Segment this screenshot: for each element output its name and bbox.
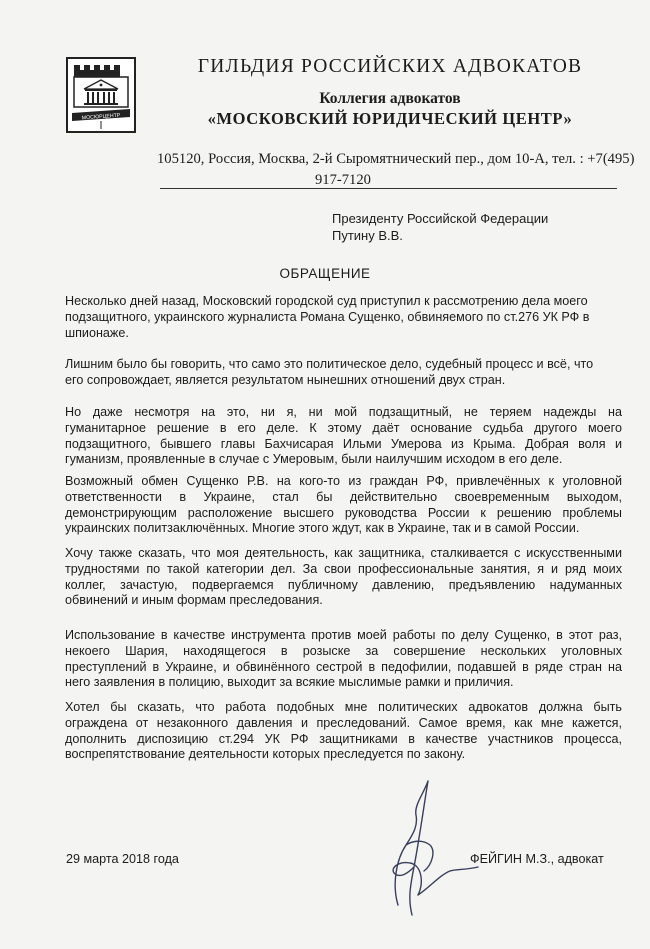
paragraph bbox=[65, 357, 622, 389]
paragraph-line: Несколько дней назад, Московский городской суд приступил к рассмотрению дела моего bbox=[65, 294, 588, 308]
paragraph bbox=[65, 405, 622, 468]
paragraph-line: трудностями по такой категории дел. За свои профессиональные занятия, я и ряд моих bbox=[65, 561, 622, 576]
paragraph-line: него заявления в полицию, выходит за всякие мыслимые рамки и приличия. bbox=[65, 675, 514, 690]
paragraph-line: украинских политзаключённых. Многие этого ждут, как в Украине, так и в самой России. bbox=[65, 521, 580, 536]
logo-text: МОСЮРЦЕНТР bbox=[81, 112, 121, 122]
paragraph bbox=[65, 546, 622, 609]
paragraph-line: некоего Шария, находящегося в розыске за совершение нескольких уголовных bbox=[65, 643, 622, 658]
courthouse-emblem-icon bbox=[66, 57, 136, 133]
collegium-label: Коллегия адвокатов bbox=[319, 90, 461, 107]
paragraph-line: Хочу также сказать, что моя деятельность, как защитника, сталкивается с искусственными bbox=[65, 546, 622, 560]
paragraph-line: Но даже несмотря на это, ни я, ни мой подзащитный, не теряем надежды на bbox=[65, 405, 622, 419]
paragraph-line: воспрепятствование деятельности которых преследуется по закону. bbox=[65, 747, 466, 762]
paragraph-line: Лишним было бы говорить, что само это политическое дело, судебный процесс и всё, что bbox=[65, 357, 594, 371]
paragraph bbox=[65, 294, 622, 341]
signatory-name: ФЕЙГИН М.З., адвокат bbox=[470, 852, 604, 866]
paragraph-line: коллег, зачастую, подвергаемся публичному давлению, предъявлению надуманных bbox=[65, 577, 622, 592]
paragraph bbox=[65, 474, 622, 537]
letterhead-divider bbox=[160, 188, 617, 189]
handwritten-signature-icon bbox=[370, 775, 480, 925]
address-line: 917-7120 bbox=[315, 172, 371, 188]
paragraph-line: ответственности в Украине, стал бы действительно своевременным выходом, bbox=[65, 489, 622, 504]
paragraph bbox=[65, 700, 622, 763]
paragraph-line: ограждена от незаконного давления и преследований. Самое время, как мне кажется, bbox=[65, 715, 622, 730]
paragraph-line: преступлений в Украине, и обвинённого сестрой в педофилии, подавшей в ряде стран на bbox=[65, 659, 622, 674]
center-name: «МОСКОВСКИЙ ЮРИДИЧЕСКИЙ ЦЕНТР» bbox=[207, 109, 573, 128]
paragraph-line: обвинений и иным формам преследования. bbox=[65, 593, 323, 608]
guild-name: ГИЛЬДИЯ РОССИЙСКИХ АДВОКАТОВ bbox=[197, 56, 583, 77]
paragraph-line: дополнить диспозицию ст.294 УК РФ защитниками в качестве участников процесса, bbox=[65, 731, 622, 746]
paragraph-line: подзащитного, украинского журналиста Романа Сущенко, обвиняемого по ст.276 УК РФ в bbox=[65, 309, 590, 324]
paragraph-line: Возможный обмен Сущенко Р.В. на кого-то из граждан РФ, привлечённых к уголовной bbox=[65, 474, 622, 488]
address-block bbox=[157, 149, 635, 191]
paragraph-line: гуманитарное решение в его деле. К этому даёт основание судьба другого моего bbox=[65, 420, 622, 435]
paragraph-line: подзащитного, бывшего главы Бахчисарая Ильми Умерова из Крыма. Добрая воля и bbox=[65, 436, 622, 451]
address-line: 105120, Россия, Москва, 2-й Сыромятнический пер., дом 10-А, тел. : +7(495) bbox=[157, 151, 635, 167]
paragraph-line: Использование в качестве инструмента против моей работы по делу Сущенко, в этот раз, bbox=[65, 628, 622, 642]
recipient-line: Президенту Российской Федерации bbox=[332, 211, 549, 226]
paragraph-line: его сопровождает, является результатом нынешних отношений двух стран. bbox=[65, 372, 506, 387]
paragraph bbox=[65, 628, 622, 691]
paragraph-line: демонстрирующим расположение высшего руководства России к решению проблемы bbox=[65, 505, 622, 520]
paragraph-line: шпионаже. bbox=[65, 325, 129, 340]
recipient-line: Путину В.В. bbox=[332, 228, 403, 243]
paragraph-line: гуманизм, проявленные в случае с Умеровым, были наилучшим исходом в его деле. bbox=[65, 452, 563, 467]
paragraph-line: Хотел бы сказать, что работа подобных мне политических адвокатов должна быть bbox=[65, 700, 622, 714]
document-title: ОБРАЩЕНИЕ bbox=[279, 266, 371, 281]
letter-date: 29 марта 2018 года bbox=[66, 852, 179, 866]
recipient-block bbox=[332, 210, 548, 244]
